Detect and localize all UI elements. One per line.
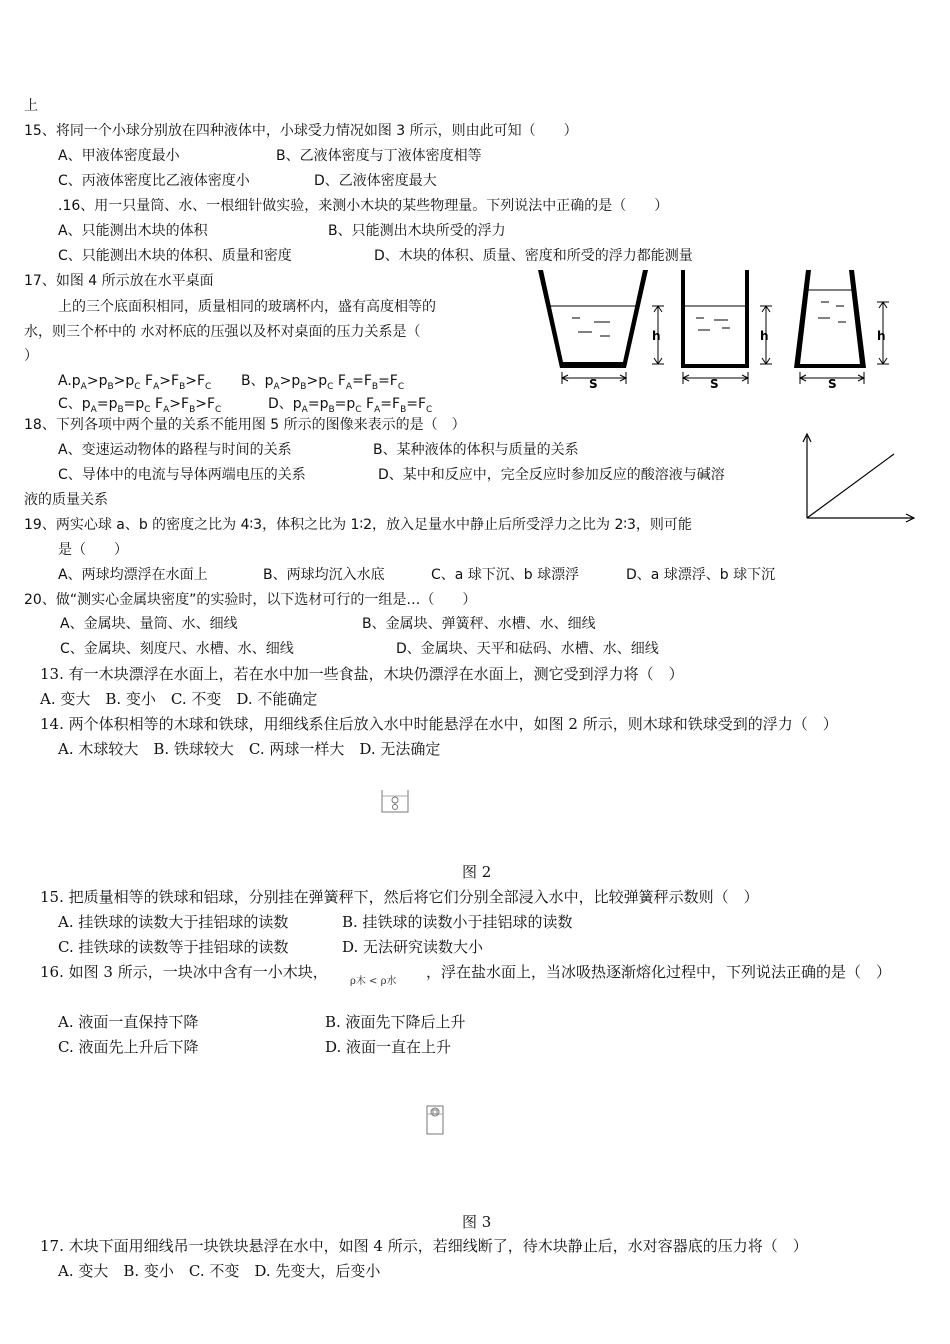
- p2-q16-option-b: B. 液面先下降后上升: [325, 1013, 466, 1031]
- p2-q14-stem: 14. 两个体积相等的木球和铁球，用细线系住后放入水中时能悬浮在水中，如图 2 所示，则木球和铁球受到的浮力（ ）: [40, 715, 838, 733]
- q16-option-a: A、只能测出木块的体积: [58, 223, 208, 239]
- p2-q13-stem: 13. 有一木块漂浮在水面上，若在水中加一些食盐，木块仍漂浮在水面上，测它受到浮力将（ ）: [40, 665, 684, 683]
- figure-3-image: [424, 1104, 446, 1136]
- q19-option-a: A、两球均漂浮在水面上: [58, 567, 208, 583]
- p2-q15-option-a: A. 挂铁球的读数大于挂铝球的读数: [58, 913, 289, 931]
- q19-stem-cont: 是（ ）: [58, 542, 128, 558]
- p2-q15-stem: 15. 把质量相等的铁球和铝球，分别挂在弹簧秤下，然后将它们分别全部浸入水中，比较弹簧秤示数则（ ）: [40, 888, 759, 906]
- cup-b-h-label: h: [760, 329, 769, 343]
- q20-option-d: D、金属块、天平和砝码、水槽、水、细线: [396, 641, 659, 657]
- figure-3-caption: 图 3: [462, 1213, 492, 1231]
- p2-q15-option-b: B. 挂铁球的读数小于挂铝球的读数: [342, 913, 573, 931]
- q18-option-b: B、某种液体的体积与质量的关系: [373, 442, 579, 458]
- q20-option-a: A、金属块、量筒、水、细线: [60, 616, 238, 632]
- p2-q14-options: A. 木球较大 B. 铁球较大 C. 两球一样大 D. 无法确定: [58, 740, 441, 758]
- figure-2-caption: 图 2: [462, 863, 492, 881]
- p2-q16-option-c: C. 液面先上升后下降: [58, 1038, 199, 1056]
- p2-q16-stem-after: ，浮在盐水面上，当冰吸热逐渐熔化过程中，下列说法正确的是（ ）: [426, 963, 892, 981]
- cup-c-s-label: S: [828, 377, 837, 391]
- p2-q16-stem-before: 16. 如图 3 所示，一块冰中含有一小木块，: [40, 963, 328, 981]
- graph-line: [807, 454, 894, 518]
- p2-q17-stem: 17. 木块下面用细线吊一块铁块悬浮在水中，如图 4 所示，若细线断了，待木块静止后，水对容器底的压力将（ ）: [40, 1237, 808, 1255]
- top-fragment: 上: [24, 98, 38, 114]
- q17-line1: 17、如图 4 所示放在水平桌面: [24, 273, 214, 289]
- q20-option-b: B、金属块、弹簧秤、水槽、水、细线: [362, 616, 596, 632]
- p2-q17-options: A. 变大 B. 变小 C. 不变 D. 先变大，后变小: [58, 1262, 381, 1280]
- figure-2-image: [380, 788, 410, 814]
- q20-option-c: C、金属块、刻度尺、水槽、水、细线: [60, 641, 294, 657]
- p2-q16-option-a: A. 液面一直保持下降: [58, 1013, 199, 1031]
- q19-option-d: D、a 球漂浮、b 球下沉: [626, 567, 776, 583]
- q19-option-c: C、a 球下沉、b 球漂浮: [431, 567, 580, 583]
- cup-a: [538, 270, 648, 368]
- q17-line3: 水，则三个杯中的 水对杯底的压强以及杯对桌面的压力关系是（: [24, 324, 421, 340]
- q15-option-b: B、乙液体密度与丁液体密度相等: [276, 148, 482, 164]
- q17-line2: 上的三个底面积相同，质量相同的玻璃杯内，盛有高度相等的: [58, 299, 436, 315]
- cup-c-h-label: h: [877, 329, 886, 343]
- q19-option-b: B、两球均沉入水底: [263, 567, 385, 583]
- q17-line4: ）: [24, 348, 38, 364]
- linear-graph-figure: [800, 428, 918, 520]
- cup-b: [681, 270, 685, 368]
- q17-option-a: $A.p_A>p_B>p_C$ $F_A>F_B>F_C$: [58, 373, 212, 392]
- p2-q15-option-d: D. 无法研究读数大小: [342, 938, 484, 956]
- q18-option-d-cont: 液的质量关系: [24, 492, 108, 508]
- cup-b-s-label: S: [710, 377, 719, 391]
- q18-option-d: D、某中和反应中，完全反应时参加反应的酸溶液与碱溶: [378, 467, 725, 483]
- density-formula: ρ木 < ρ水: [350, 976, 397, 987]
- q15-option-a: A、甲液体密度最小: [58, 148, 180, 164]
- q16-option-d: D、木块的体积、质量、密度和所受的浮力都能测量: [374, 248, 693, 264]
- q18-option-a: A、变速运动物体的路程与时间的关系: [58, 442, 292, 458]
- p2-q16-option-d: D. 液面一直在上升: [325, 1038, 452, 1056]
- q15-option-c: C、丙液体密度比乙液体密度小: [58, 173, 250, 189]
- q15-stem: 15、将同一个小球分别放在四种液体中，小球受力情况如图 3 所示，则由此可知（ ）: [24, 123, 578, 139]
- q16-stem: .16、用一只量筒、水、一根细针做实验，来测小木块的某些物理量。下列说法中正确的是（ ）: [58, 198, 669, 214]
- q16-option-b: B、只能测出木块所受的浮力: [328, 223, 506, 239]
- q16-option-c: C、只能测出木块的体积、质量和密度: [58, 248, 292, 264]
- q18-option-c: C、导体中的电流与导体两端电压的关系: [58, 467, 306, 483]
- q17-option-b: B、$p_A>p_B>p_C$ $F_A=F_B=F_C$: [241, 373, 405, 392]
- q20-stem: 20、做“测实心金属块密度”的实验时，以下选材可行的一组是…（ ）: [24, 592, 477, 608]
- q19-stem: 19、两实心球 a、b 的密度之比为 4∶3，体积之比为 1∶2，放入足量水中静止后所受浮力之比为 2∶3，则可能: [24, 517, 692, 533]
- q15-option-d: D、乙液体密度最大: [314, 173, 437, 189]
- cup-a-h-label: h: [652, 329, 661, 343]
- three-cups-figure: [538, 266, 908, 390]
- q17-option-d: D、$p_A=p_B=p_C$ $F_A=F_B=F_C$: [268, 396, 433, 415]
- q18-stem: 18、下列各项中两个量的关系不能用图 5 所示的图像来表示的是（ ）: [24, 417, 466, 433]
- q17-option-c: C、$p_A=p_B=p_C$ $F_A>F_B>F_C$: [58, 396, 222, 415]
- cup-c: [794, 270, 866, 368]
- cup-a-s-label: S: [589, 377, 598, 391]
- p2-q13-options: A. 变大 B. 变小 C. 不变 D. 不能确定: [40, 690, 318, 708]
- p2-q15-option-c: C. 挂铁球的读数等于挂铝球的读数: [58, 938, 289, 956]
